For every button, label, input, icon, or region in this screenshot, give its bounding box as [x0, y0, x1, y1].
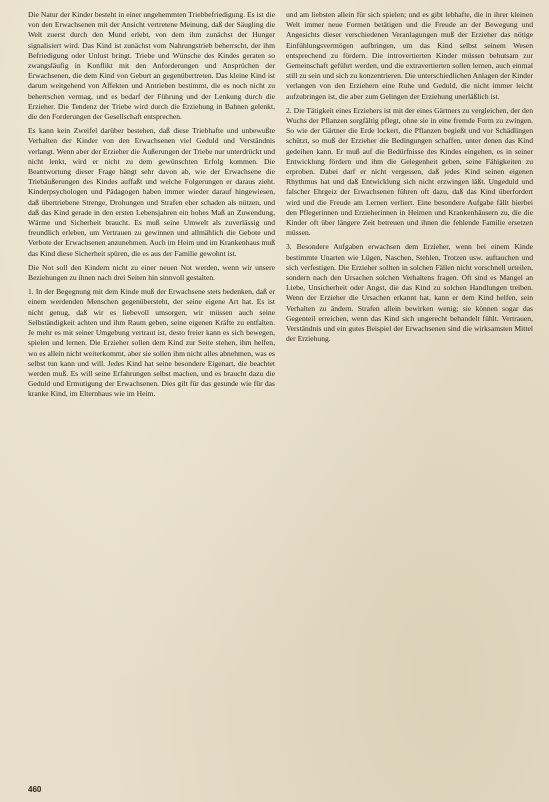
paragraph: Die Natur der Kinder besteht in einer ungehemmten Triebbefriedigung. Es ist die von den Erwachsenen mit der Ansicht vertretene Meinung, daß der Säugling die Welt zuerst durch den Mund erlebt, von dem ihm zunächst der Hunger signalisiert wird. Das Kind ist zunächst vom Nahrungstrieb beherrscht, der ihm Befriedigung oder Unlust bringt. Triebe und Wünsche des Kindes geraten so zwangsläufig in Konflikt mit den Anforderungen und Ansprüchen der Erwachsenen, die dem Kind von Geburt an gegenübertreten. Das kleine Kind ist darum weitgehend von Affekten und Antrieben bestimmt, die es noch nicht zu beherrschen vermag, und es bedarf der Führung und der Lenkung durch die Erzieher. Die Tendenz der Triebe wird durch die Erziehung in Bahnen gelenkt, die den Forderungen der Gesellschaft entsprechen.	[28, 10, 275, 122]
paragraph: 2. Die Tätigkeit eines Erziehers ist mit der eines Gärtners zu vergleichen, der den Wuchs der Pflanzen sorgfältig pflegt, ohne sie in eine fremde Form zu zwingen. So wie der Gärtner die Erde lockert, die Pflanzen begießt und vor Schädlingen schützt, so muß der Erzieher die Bedingungen schaffen, unter denen das Kind gedeihen kann. Er muß auf die Bedürfnisse des Kindes eingehen, es in seiner Entwicklung fördern und ihm die Gelegenheit geben, seine Fähigkeiten zu erproben. Dabei darf er nicht vergessen, daß jedes Kind seinen eigenen Rhythmus hat und daß Entwicklung sich nicht erzwingen läßt. Ungeduld und falscher Ehrgeiz der Erwachsenen führen oft dazu, daß das Kind überfordert wird und die Freude am Lernen verliert. Eine besondere Aufgabe fällt hierbei den Pflegerinnen und Erzieherinnen in Heimen und Krankenhäusern zu, die die Kinder oft über längere Zeit betreuen und ihnen die fehlende Familie ersetzen müssen.	[286, 105, 533, 238]
right-text-column	[286, 10, 533, 792]
left-text-column	[28, 10, 275, 778]
paragraph: und am liebsten allein für sich spielen; und es gibt lebhafte, die in ihrer kleinen Welt immer neue Formen betätigen und die Freude an der Bewegung und Angesichts dieser verschiedenen Veranlagungen muß der Erzieher das nötige Einfühlungsvermögen aufbringen, um das Kind selbst seinem Wesen entsprechend zu fördern. Die introvertierten Kinder müssen behutsam zur Gemeinschaft geführt werden, und die extravertierten sollen lernen, auch einmal still zu sein und sich zu konzentrieren. Die unterschiedlichen Anlagen der Kinder verlangen von den Erziehern eine Ruhe und Geduld, die nicht immer leicht aufzubringen ist, die aber zum Gelingen der Erziehung unerläßlich ist.	[286, 10, 533, 101]
page-number: 460	[28, 785, 42, 794]
paragraph: 1. In der Begegnung mit dem Kinde muß der Erwachsene stets bedenken, daß er einem werdenden Menschen gegenübersteht, der seine eigene Art hat. Es ist nicht genug, daß wir es liebevoll umsorgen, wir müssen auch seine Selbständigkeit achten und ihm Raum geben, seine eigenen Kräfte zu entfalten. Je mehr es mit seiner Umgebung vertraut ist, desto freier kann es sich bewegen, spielen und lernen. Die Erzieher sollen dem Kind zur Seite stehen, ihm helfen, wo es allein nicht weiterkommt, aber sie sollen ihm nicht alles abnehmen, was es selbst tun kann und will. Jedes Kind hat seine besondere Eigenart, die beachtet werden muß. Es will seine Erfahrungen selbst machen, und es braucht dazu die Geduld und Ermutigung der Erwachsenen. Dies gilt für das gesunde wie für das kranke Kind, im Elternhaus wie im Heim.	[28, 287, 275, 399]
paragraph: Die Not soll den Kindern nicht zu einer neuen Not werden, wenn wir unsere Beziehungen zu ihnen nach drei Seiten hin sinnvoll gestalten.	[28, 262, 275, 283]
paragraph: Es kann kein Zweifel darüber bestehen, daß diese Triebhafte und unbewußte Verhalten der Kinder von den Erwachsenen viel Geduld und Verständnis verlangt. Wenn aber der Erzieher die Äußerungen der Triebe nur unterdrückt und nicht lenkt, wird er nicht zu dem gewünschten Erfolg kommen. Die Beantwortung dieser Frage hängt sehr davon ab, wie der Erwachsene die Triebäußerungen des Kindes auffaßt und welche Folgerungen er daraus zieht. Kinderpsychologen und Pädagogen haben immer wieder darauf hingewiesen, daß übertriebene Strenge, Drohungen und Strafen eher schaden als nützen, und daß das Kind gerade in den ersten Lebensjahren ein hohes Maß an Zuwendung, Wärme und Sicherheit braucht. Es muß seine Umwelt als zuverlässig und freundlich erleben, um Vertrauen zu gewinnen und allmählich die Gebote und Verbote der Erwachsenen anzunehmen. Auch im Heim und im Krankenhaus muß das Kind diese Sicherheit spüren, die es aus der Familie gewohnt ist.	[28, 126, 275, 258]
paragraph: 3. Besondere Aufgaben erwachsen dem Erzieher, wenn bei einem Kinde bestimmte Unarten wie Lügen, Naschen, Stehlen, Trotzen usw. auftauchen und sich verfestigen. Die Erzieher sollten in solchen Fällen nicht vorschnell urteilen, sondern nach den Ursachen solchen Verhaltens fragen. Oft sind es Mangel an Liebe, Unsicherheit oder Angst, die das Kind zu solchen Handlungen treiben. Wenn der Erzieher die Ursachen erkannt hat, kann er dem Kind helfen, sein Verhalten zu ändern. Strafen allein bewirken wenig; sie können sogar das Gegenteil erreichen, wenn das Kind sich ungerecht behandelt fühlt. Vertrauen, Verständnis und ein gutes Beispiel der Erwachsenen sind die wirksamsten Mittel der Erziehung.	[286, 242, 533, 344]
